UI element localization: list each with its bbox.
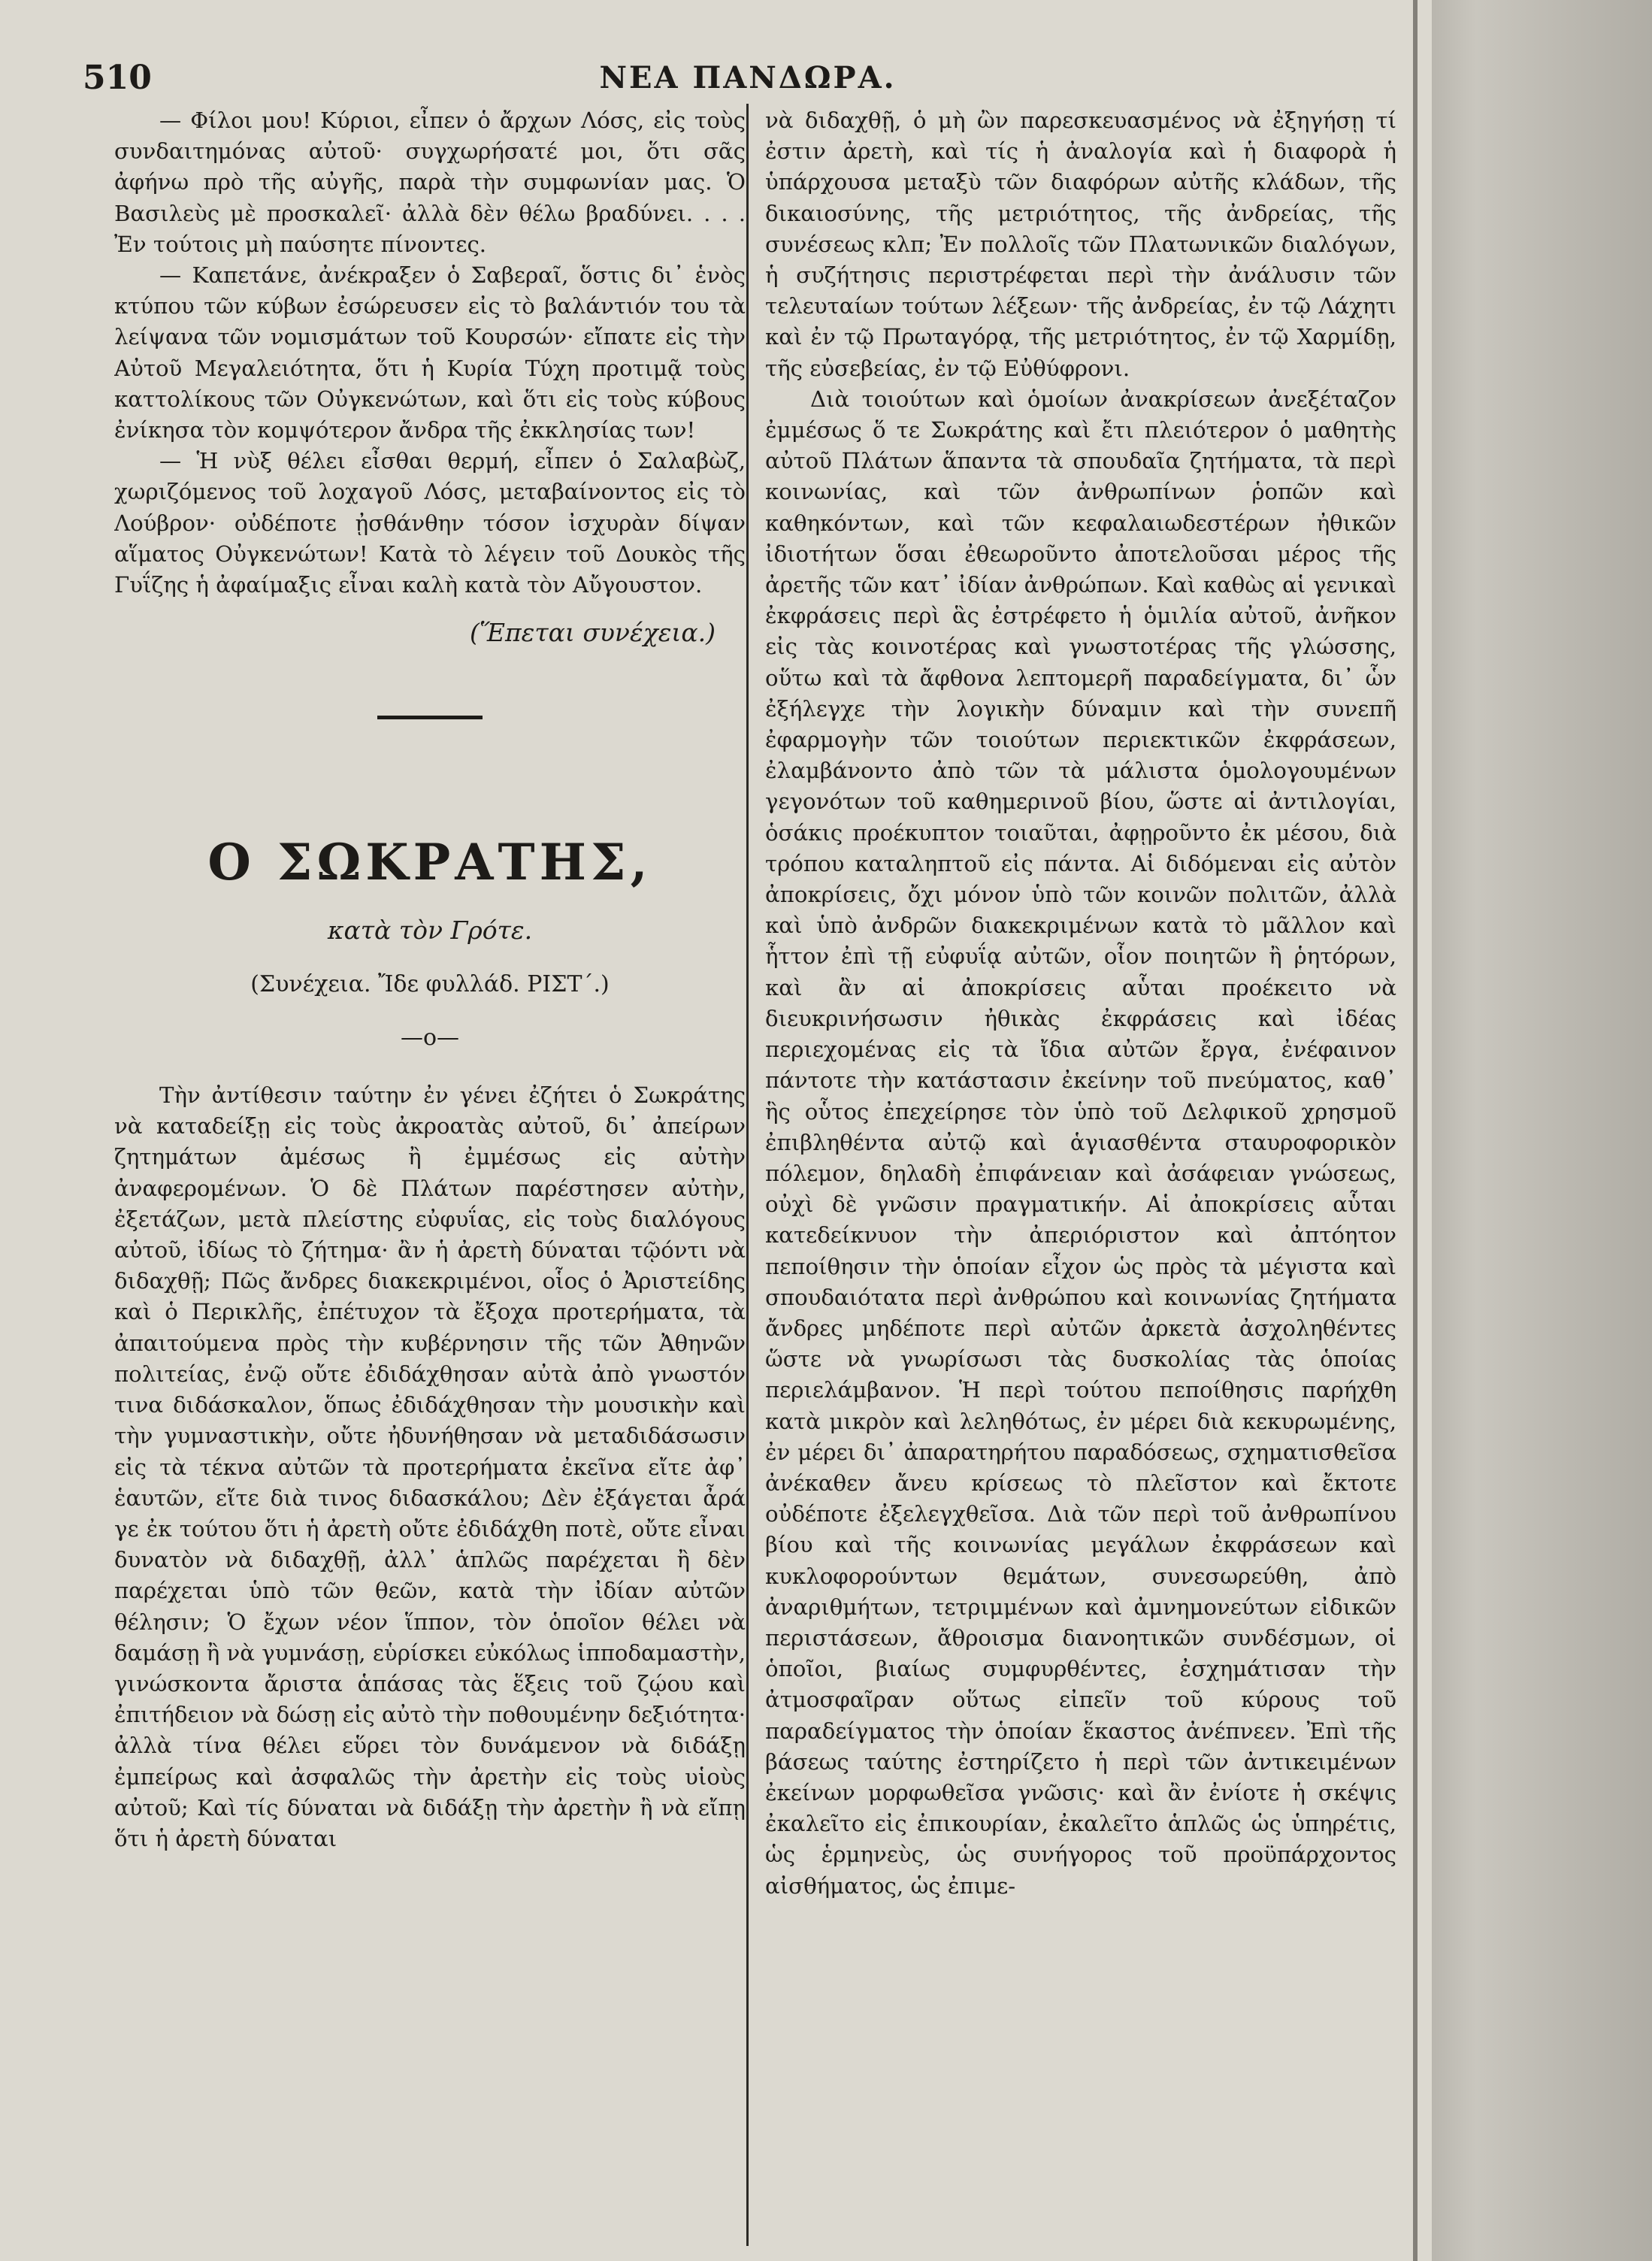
dialogue-paragraph: — Φίλοι μου! Κύριοι, εἶπεν ὁ ἄρχων Λόσς, εἰς τοὺς συνδαιτημόνας αὐτοῦ· συγχωρήσατέ μοι, ὅτι σᾶς ἀφήνω πρὸ τῆς αὐγῆς, παρὰ τὴν συμφωνίαν μας. Ὁ Βασιλεὺς μὲ προσκαλεῖ· ἀλλὰ δὲν θέλω βραδύνει. . . . Ἐν τούτοις μὴ παύσητε πίνοντες. [114, 107, 746, 257]
right-column [765, 105, 1396, 2240]
column-divider [746, 104, 749, 2246]
dialogue-paragraph: — Καπετάνε, ἀνέκραξεν ὁ Σαβεραῖ, ὅστις δι᾽ ἑνὸς κτύπου τῶν κύβων ἐσώρευσεν εἰς τὸ βαλάντιόν του τὰ λείψανα τῶν νομισμάτων τοῦ Κουρσών· εἴπατε εἰς τὴν Αὐτοῦ Μεγαλειότητα, ὅτι ἡ Κυρία Τύχη προτιμᾷ τοὺς καττολίκους τῶν Οὐγκενώτων, καὶ ὅτι εἰς τοὺς κύβους ἐνίκησα τὸν κομψότερον ἄνδρα τῆς ἐκκλησίας των! [114, 262, 746, 443]
book-edge [1432, 0, 1652, 2261]
ornament-separator: —ο— [400, 1024, 460, 1051]
article-subtitle: κατὰ τὸν Γρότε. [327, 916, 533, 946]
article-body: Τὴν ἀντίθεσιν ταύτην ἐν γένει ἐζήτει ὁ Σωκράτης νὰ καταδείξῃ εἰς τοὺς ἀκροατὰς αὐτοῦ, δι᾽ ἀπείρων ζητημάτων ἀμέσως ἢ ἐμμέσως εἰς αὐτὴν ἀναφερομένων. Ὁ δὲ Πλάτων παρέστησεν αὐτὴν, ἐξετάζων, μετὰ πλείστης εὐφυΐας, εἰς τοὺς διαλόγους αὐτοῦ, ἰδίως τὸ ζήτημα· ἂν ἡ ἀρετὴ δύναται τῷόντι νὰ διδαχθῇ; Πῶς ἄνδρες διακεκριμένοι, οἷος ὁ Ἀριστείδης καὶ ὁ Περικλῆς, ἐπέτυχον τὰ ἔξοχα προτερήματα, τὰ ἀπαιτούμενα πρὸς τὴν κυβέρνησιν τῆς τῶν Ἀθηνῶν πολιτείας, ἐνῷ οὔτε ἐδιδάχθησαν αὐτὰ ἀπὸ γνωστόν τινα διδάσκαλον, ὅπως ἐδιδάχθησαν τὴν μουσικὴν καὶ τὴν γυμναστικὴν, οὔτε ἠδυνήθησαν νὰ μεταδιδάσωσιν εἰς τὰ τέκνα αὐτῶν τὰ προτερήματα ἐκεῖνα εἴτε ἀφ᾽ ἑαυτῶν, εἴτε διὰ τινος διδασκάλου; Δὲν ἐξάγεται ἆρά γε ἐκ τούτου ὅτι ἡ ἀρετὴ οὔτε ἐδιδάχθη ποτὲ, οὔτε εἶναι δυνατὸν νὰ διδαχθῇ, ἀλλ᾽ ἁπλῶς παρέχεται ἢ δὲν παρέχεται ὑπὸ τῶν θεῶν, κατὰ τὴν ἰδίαν αὐτῶν θέλησιν; Ὁ ἔχων νέον ἵππον, τὸν ὁποῖον θέλει νὰ δαμάσῃ ἢ νὰ γυμνάσῃ, εὑρίσκει εὐκόλως ἱπποδαμαστὴν, γινώσκοντα ἄριστα ἁπάσας τὰς ἕξεις τοῦ ζῴου καὶ ἐπιτήδειον νὰ δώσῃ εἰς αὐτὸ τὴν ποθουμένην δεξιότητα· ἀλλὰ τίνα θέλει εὕρει τὸν δυνάμενον νὰ διδάξῃ ἐμπείρως καὶ ἀσφαλῶς τὴν ἀρετὴν εἰς τοὺς υἱοὺς αὐτοῦ; Καὶ τίς δύναται νὰ διδάξῃ τὴν ἀρετὴν ἢ νὰ εἴπῃ ὅτι ἡ ἀρετὴ δύναται [114, 1082, 746, 1851]
left-column [114, 105, 746, 2240]
to-be-continued: (Ἕπεται συνέχεια.) [469, 618, 716, 648]
article-title: Ο ΣΩΚΡΑΤΗΣ, [207, 833, 652, 892]
page-number: 510 [83, 59, 152, 97]
running-head: ΝΕΑ ΠΑΝΔΩΡΑ. [599, 60, 897, 95]
article-body-continued: νὰ διδαχθῇ, ὁ μὴ ὢν παρεσκευασμένος νὰ ἐξηγήσῃ τί ἐστιν ἀρετὴ, καὶ τίς ἡ ἀναλογία καὶ ἡ διαφορὰ ἡ ὑπάρχουσα μεταξὺ τῶν διαφόρων αὐτῆς κλάδων, τῆς δικαιοσύνης, τῆς μετριότητος, τῆς ἀνδρείας, τῆς συνέσεως κλπ; Ἐν πολλοῖς τῶν Πλατωνικῶν διαλόγων, ἡ συζήτησις περιστρέφεται περὶ τὴν ἀνάλυσιν τῶν τελευταίων τούτων λέξεων· τῆς ἀνδρείας, ἐν τῷ Λάχητι καὶ ἐν τῷ Πρωταγόρᾳ, τῆς μετριότητος, ἐν τῷ Χαρμίδῃ, τῆς εὐσεβείας, ἐν τῷ Εὐθύφρονι. [765, 107, 1396, 381]
section-rule [377, 716, 483, 719]
dialogue-paragraph: — Ἡ νὺξ θέλει εἶσθαι θερμή, εἶπεν ὁ Σαλαβὼζ, χωριζόμενος τοῦ λοχαγοῦ Λόσς, μεταβαίνοντος εἰς τὸ Λούβρον· οὐδέποτε ᾐσθάνθην τόσον ἰσχυρὰν δίψαν αἵματος Οὐγκενώτων! Κατὰ τὸ λέγειν τοῦ Δουκὸς τῆς Γυΐζης ἡ ἀφαίμαξις εἶναι καλὴ κατὰ τὸν Αὔγουστον. [114, 448, 746, 598]
binding-edge [1413, 0, 1418, 2261]
page-header [83, 59, 1413, 95]
article-paragraph: Διὰ τοιούτων καὶ ὁμοίων ἀνακρίσεων ἀνεξέταζον ἐμμέσως ὅ τε Σωκράτης καὶ ἔτι πλειότερον ὁ μαθητὴς αὐτοῦ Πλάτων ἅπαντα τὰ σπουδαῖα ζητήματα, τὰ περὶ κοινωνίας, καὶ τῶν ἀνθρωπίνων ῥοπῶν καὶ καθηκόντων, καὶ τῶν κεφαλαιωδεστέρων ἠθικῶν ἰδιοτήτων ὅσαι ἐθεωροῦντο ἀποτελοῦσαι μέρος τῆς ἀρετῆς τῶν κατ᾽ ἰδίαν ἀνθρώπων. Καὶ καθὼς αἱ γενικαὶ ἐκφράσεις περὶ ἃς ἐστρέφετο ἡ ὁμιλία αὐτοῦ, ἀνῆκον εἰς τὰς κοινοτέρας καὶ γνωστοτέρας τῆς γλώσσης, οὕτω καὶ τὰ ἄφθονα λεπτομερῆ παραδείγματα, δι᾽ ὧν ἐξήλεγχε τὴν λογικὴν δύναμιν καὶ τὴν συνεπῆ ἐφαρμογὴν τῶν τοιούτων περιεκτικῶν ἐκφράσεων, ἐλαμβάνοντο ἀπὸ τῶν τὰ μάλιστα ὁμολογουμένων γεγονότων τοῦ καθημερινοῦ βίου, ὥστε αἱ ἀντιλογίαι, ὁσάκις προέκυπτον τοιαῦται, ἀφῃροῦντο ἐκ μέσου, διὰ τρόπου καταληπτοῦ εἰς πάντα. Αἱ διδόμεναι εἰς αὐτὸν ἀποκρίσεις, ὄχι μόνον ὑπὸ τῶν κοινῶν πολιτῶν, ἀλλὰ καὶ ὑπὸ ἀνδρῶν διακεκριμένων κατὰ τὸ μᾶλλον καὶ ἧττον ἐπὶ τῇ εὐφυΐᾳ αὐτῶν, οἷον ποιητῶν ἢ ῥητόρων, καὶ ἂν αἱ ἀποκρίσεις αὗται προέκειτο νὰ διευκρινήσωσιν ἠθικὰς ἐκφράσεις καὶ ἰδέας περιεχομένας εἰς τὰ ἴδια αὐτῶν ἔργα, ἐνέφαινον πάντοτε τὴν κατάστασιν ἐκείνην τοῦ πνεύματος, καθ᾽ ἣς οὗτος ἐπεχείρησε τὸν ὑπὸ τοῦ Δελφικοῦ χρησμοῦ ἐπιβληθέντα αὐτῷ καὶ ἁγιασθέντα σταυροφορικὸν πόλεμον, δηλαδὴ ἐπιφάνειαν καὶ ἀσάφειαν γνώσεως, οὐχὶ δὲ γνῶσιν πραγματικήν. Αἱ ἀποκρίσεις αὗται κατεδείκνυον τὴν ἀπεριόριστον καὶ ἀπτόητον πεποίθησιν τὴν ὁποίαν εἶχον ὡς πρὸς τὰ μέγιστα καὶ σπουδαιότατα περὶ ἀνθρώπου καὶ κοινωνίας ζητήματα ἄνδρες μηδέποτε περὶ αὐτῶν ἀρκετὰ ἀσχοληθέντες ὥστε νὰ γνωρίσωσι τὰς δυσκολίας τὰς ὁποίας περιελάμβανον. Ἡ περὶ τούτου πεποίθησις παρήχθη κατὰ μικρὸν καὶ λεληθότως, ἐν μέρει διὰ κεκυρωμένης, ἐν μέρει δι᾽ ἀπαρατηρήτου παραδόσεως, σχηματισθεῖσα ἀνέκαθεν ἄνευ κρίσεως τὸ πλεῖστον καὶ ἔκτοτε οὐδέποτε ἐξελεγχθεῖσα. Διὰ τῶν περὶ τοῦ ἀνθρωπίνου βίου καὶ τῆς κοινωνίας μεγάλων ἐκφράσεων καὶ κυκλοφορούντων θεμάτων, συνεσωρεύθη, ἀπὸ ἀναριθμήτων, τετριμμένων καὶ ἀμνημονεύτων εἰδικῶν περιστάσεων, ἄθροισμα διανοητικῶν συνδέσμων, οἱ ὁποῖοι, βιαίως συμφυρθέντες, ἐσχημάτισαν τὴν ἀτμοσφαῖραν οὕτως εἰπεῖν τοῦ κύρους τοῦ παραδείγματος τὴν ὁποίαν ἕκαστος ἀνέπνεεν. Ἐπὶ τῆς βάσεως ταύτης ἐστηρίζετο ἡ περὶ τῶν ἀντικειμένων ἐκείνων μορφωθεῖσα γνῶσις· καὶ ἂν ἐνίοτε ἡ σκέψις ἐκαλεῖτο εἰς ἐπικουρίαν, ἐκαλεῖτο ἁπλῶς ὡς ὑπηρέτις, ὡς ἑρμηνεὺς, ὡς συνήγορος τοῦ προϋπάρχοντος αἰσθήματος, ὡς ἐπιμε- [765, 386, 1396, 1899]
continuation-note: (Συνέχεια. Ἴδε φυλλάδ. ΡΙΣΤ΄.) [250, 970, 610, 997]
